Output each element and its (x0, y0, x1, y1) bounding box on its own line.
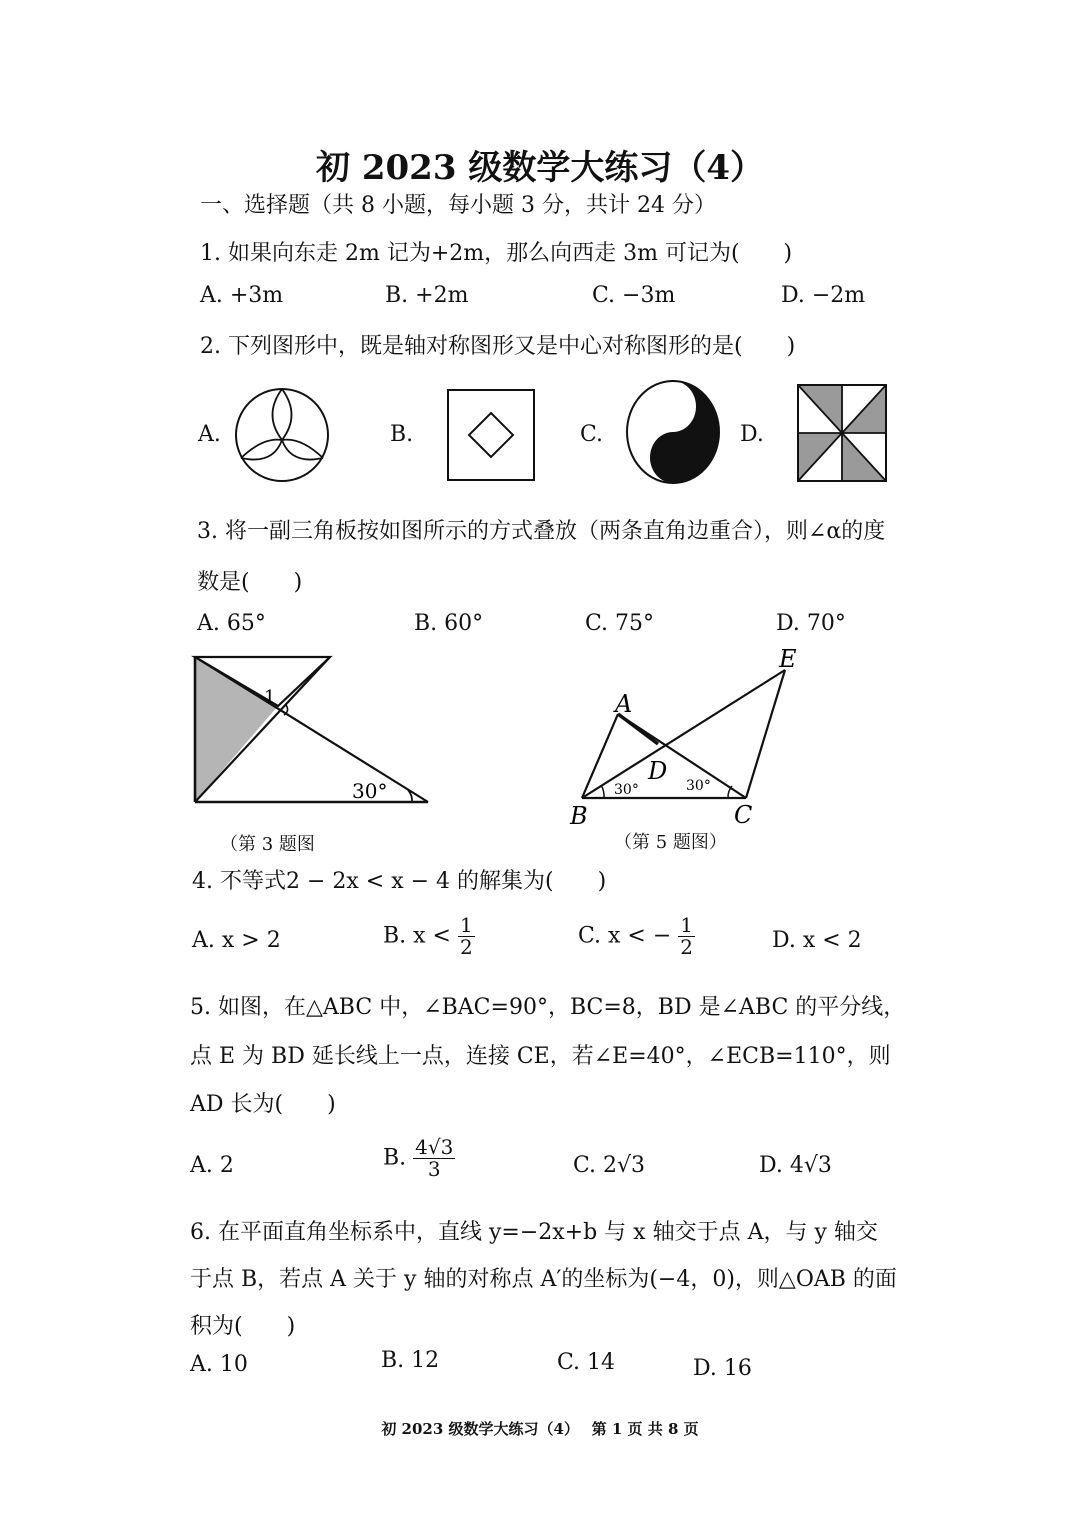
q2-label-c: C. (580, 422, 604, 447)
q3-option-d: D. 70° (776, 611, 846, 636)
q3-option-c: C. 75° (585, 611, 655, 636)
q5-option-a: A. 2 (190, 1153, 234, 1178)
q4-option-c-prefix: C. x < − (578, 923, 672, 949)
figure-q3-caption: （第 3 题图 (220, 834, 315, 855)
fraction-numerator: 1 (460, 913, 473, 937)
fig5-point-e: E (779, 645, 797, 673)
question-3-stem-line2: 数是( ) (197, 570, 303, 595)
q5-option-d: D. 4√3 (759, 1153, 832, 1178)
q4-option-b-fraction (458, 915, 475, 958)
figure-q3-triangles (190, 650, 435, 810)
q4-option-b (383, 915, 475, 958)
q2-label-d: D. (740, 422, 764, 447)
q2-label-b: B. (390, 422, 414, 447)
page-title: 初 2023 级数学大练习（4） (316, 148, 764, 188)
question-4-stem: 4. 不等式2 − 2x < x − 4 的解集为( ) (192, 869, 607, 894)
q5-option-b-prefix: B. (383, 1145, 407, 1171)
q3-option-b: B. 60° (414, 611, 484, 636)
q5-option-b-fraction (413, 1137, 455, 1180)
fig5-point-d: D (648, 757, 668, 785)
q6-option-b: B. 12 (381, 1348, 440, 1373)
q4-option-b-prefix: B. x < (383, 923, 451, 949)
q1-option-c: C. −3m (592, 283, 676, 308)
q2-figure-d (796, 383, 888, 483)
q3-option-a: A. 65° (197, 611, 266, 636)
fraction-numerator: 1 (680, 913, 694, 937)
fraction-denominator: 2 (460, 935, 473, 959)
q1-option-a: A. +3m (200, 283, 284, 308)
question-2-stem: 2. 下列图形中，既是轴对称图形又是中心对称图形的是( ) (200, 334, 796, 359)
figure-q5-caption: （第 5 题图） (614, 832, 727, 853)
q2-figure-c-yin-yang (624, 378, 722, 486)
page-footer: 初 2023 级数学大练习（4） 第 1 页 共 8 页 (381, 1420, 699, 1438)
q2-figure-a (233, 385, 333, 485)
fraction-denominator: 3 (427, 1157, 441, 1181)
fig5-angle-c: 30° (686, 778, 711, 794)
fig3-angle-label: 30° (352, 779, 388, 803)
fig5-point-a: A (615, 690, 633, 718)
q6-option-d: D. 16 (693, 1356, 752, 1381)
question-6-stem-line3: 积为( ) (190, 1314, 296, 1339)
q1-option-d: D. −2m (781, 283, 866, 308)
question-6-stem-line1: 6. 在平面直角坐标系中，直线 y=−2x+b 与 x 轴交于点 A，与 y 轴交 (190, 1220, 878, 1245)
q2-figure-b (446, 388, 538, 484)
question-1-stem: 1. 如果向东走 2m 记为+2m，那么向西走 3m 可记为( ) (200, 241, 793, 266)
q4-option-c (578, 915, 695, 958)
question-3-stem-line1: 3. 将一副三角板按如图所示的方式叠放（两条直角边重合），则∠α的度 (197, 519, 886, 544)
fig5-angle-b: 30° (614, 782, 639, 798)
question-5-stem-line2: 点 E 为 BD 延长线上一点，连接 CE，若∠E=40°，∠ECB=110°，则 (190, 1044, 891, 1069)
fraction-denominator: 2 (680, 935, 694, 959)
q6-option-c: C. 14 (557, 1350, 616, 1375)
question-6-stem-line2: 于点 B，若点 A 关于 y 轴的对称点 A′的坐标为(−4，0)，则△OAB 的面 (190, 1267, 897, 1292)
q4-option-c-fraction (678, 915, 695, 958)
q5-option-b (383, 1137, 455, 1180)
q2-label-a: A. (198, 422, 221, 447)
question-5-stem-line3: AD 长为( ) (190, 1092, 336, 1117)
q4-option-d: D. x < 2 (772, 928, 862, 953)
q5-option-c: C. 2√3 (573, 1153, 646, 1178)
fraction-numerator: 4√3 (415, 1135, 454, 1159)
fig5-point-c: C (734, 801, 753, 828)
q1-option-b: B. +2m (385, 283, 469, 308)
fig5-point-b: B (570, 802, 588, 828)
q6-option-a: A. 10 (190, 1352, 248, 1377)
question-5-stem-line1: 5. 如图，在△ABC 中，∠BAC=90°，BC=8，BD 是∠ABC 的平分线， (190, 995, 906, 1020)
q4-option-a: A. x > 2 (192, 928, 281, 953)
section-heading: 一、选择题（共 8 小题，每小题 3 分，共计 24 分） (200, 193, 716, 218)
figure-q5-triangle (566, 643, 806, 828)
fig3-mark-label: 1 (264, 687, 276, 708)
